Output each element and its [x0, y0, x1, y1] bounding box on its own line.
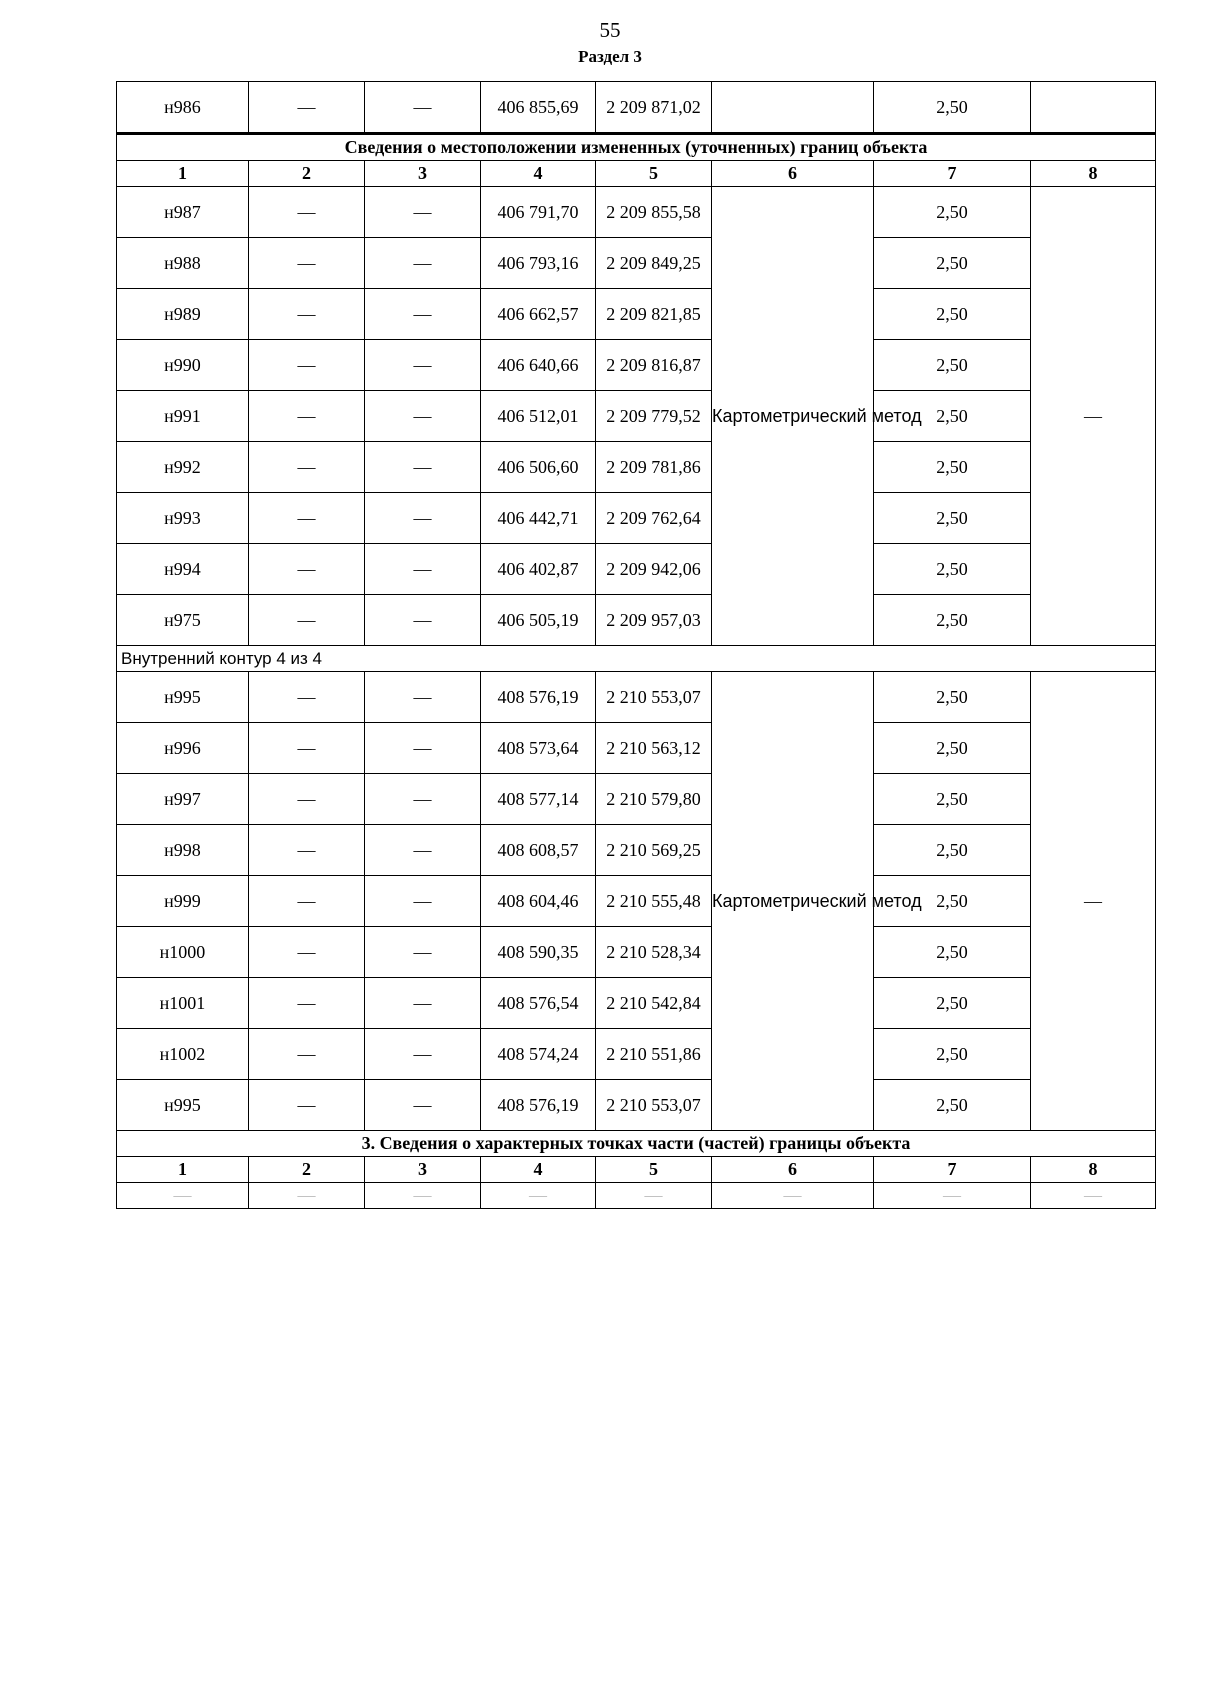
x-cell: 406 506,60: [481, 442, 596, 493]
point-cell: н1002: [117, 1029, 249, 1080]
table-row: [117, 238, 1156, 289]
y-cell: 2 210 555,48: [596, 876, 712, 927]
x-cell: 406 662,57: [481, 289, 596, 340]
table-row: [117, 672, 1156, 723]
col3-cell: —: [365, 493, 481, 544]
column-header-4: 4: [481, 1157, 596, 1183]
column-header-5: 5: [596, 1157, 712, 1183]
accuracy-cell: 2,50: [874, 544, 1031, 595]
x-cell: 406 402,87: [481, 544, 596, 595]
y-cell: 2 210 563,12: [596, 723, 712, 774]
accuracy-cell: 2,50: [874, 723, 1031, 774]
col3-cell: —: [365, 289, 481, 340]
y-cell: 2 210 542,84: [596, 978, 712, 1029]
point-cell: н986: [117, 82, 249, 134]
point-cell: н992: [117, 442, 249, 493]
x-cell: 406 512,01: [481, 391, 596, 442]
col2-cell: —: [249, 289, 365, 340]
accuracy-cell: 2,50: [874, 927, 1031, 978]
table-row: [117, 595, 1156, 646]
method-cell: Картометрический метод: [712, 187, 874, 646]
empty-cell: —: [249, 1183, 365, 1209]
col2-cell: —: [249, 876, 365, 927]
empty-cell: —: [712, 1183, 874, 1209]
empty-cell: —: [117, 1183, 249, 1209]
table-row: [117, 774, 1156, 825]
y-cell: 2 210 551,86: [596, 1029, 712, 1080]
y-cell: 2 209 816,87: [596, 340, 712, 391]
col3-cell: —: [365, 82, 481, 134]
table-row: [117, 187, 1156, 238]
point-cell: н994: [117, 544, 249, 595]
point-cell: н988: [117, 238, 249, 289]
table-row: [117, 391, 1156, 442]
col3-cell: —: [365, 876, 481, 927]
accuracy-cell: 2,50: [874, 978, 1031, 1029]
block1-caption: Сведения о местоположении измененных (уточненных) границ объекта: [117, 134, 1156, 161]
block3-caption-row: [117, 1131, 1156, 1157]
y-cell: 2 210 553,07: [596, 1080, 712, 1131]
column-header-2: 2: [249, 1157, 365, 1183]
col3-cell: —: [365, 672, 481, 723]
col3-cell: —: [365, 927, 481, 978]
y-cell: 2 210 569,25: [596, 825, 712, 876]
x-cell: 408 574,24: [481, 1029, 596, 1080]
x-cell: 406 793,16: [481, 238, 596, 289]
col2-cell: —: [249, 825, 365, 876]
column-header-8: 8: [1031, 161, 1156, 187]
col3-cell: —: [365, 1029, 481, 1080]
table-row-top: [117, 82, 1156, 134]
x-cell: 406 505,19: [481, 595, 596, 646]
col3-cell: —: [365, 544, 481, 595]
col3-cell: —: [365, 340, 481, 391]
y-cell: 2 209 779,52: [596, 391, 712, 442]
contour-label: Внутренний контур 4 из 4: [117, 646, 1156, 672]
col2-cell: —: [249, 978, 365, 1029]
table-row: [117, 1080, 1156, 1131]
x-cell: 408 604,46: [481, 876, 596, 927]
point-cell: н997: [117, 774, 249, 825]
point-cell: н1001: [117, 978, 249, 1029]
col2-cell: —: [249, 493, 365, 544]
accuracy-cell: 2,50: [874, 340, 1031, 391]
point-cell: н1000: [117, 927, 249, 978]
contour-label-row: [117, 646, 1156, 672]
column-header-3: 3: [365, 161, 481, 187]
block3-caption: 3. Сведения о характерных точках части (частей) границы объекта: [117, 1131, 1156, 1157]
x-cell: 408 576,19: [481, 1080, 596, 1131]
accuracy-cell: 2,50: [874, 238, 1031, 289]
y-cell: 2 209 957,03: [596, 595, 712, 646]
col2-cell: —: [249, 927, 365, 978]
method-cell: [712, 82, 874, 134]
point-cell: н990: [117, 340, 249, 391]
column-header-7: 7: [874, 1157, 1031, 1183]
y-cell: 2 210 528,34: [596, 927, 712, 978]
column-header-2: 2: [249, 161, 365, 187]
x-cell: 408 577,14: [481, 774, 596, 825]
page-number: 55: [599, 18, 621, 42]
col2-cell: —: [249, 774, 365, 825]
y-cell: 2 209 821,85: [596, 289, 712, 340]
accuracy-cell: 2,50: [874, 289, 1031, 340]
table-row: [117, 876, 1156, 927]
accuracy-cell: 2,50: [874, 825, 1031, 876]
x-cell: 406 640,66: [481, 340, 596, 391]
col3-cell: —: [365, 187, 481, 238]
y-cell: 2 209 781,86: [596, 442, 712, 493]
column-header-8: 8: [1031, 1157, 1156, 1183]
column-header-1: 1: [117, 161, 249, 187]
method-cell: Картометрический метод: [712, 672, 874, 1131]
y-cell: 2 210 579,80: [596, 774, 712, 825]
x-cell: 408 590,35: [481, 927, 596, 978]
accuracy-cell: 2,50: [874, 82, 1031, 134]
col2-cell: —: [249, 82, 365, 134]
col8-cell: —: [1031, 672, 1156, 1131]
point-cell: н995: [117, 672, 249, 723]
block3-empty-row: [117, 1183, 1156, 1209]
col2-cell: —: [249, 391, 365, 442]
block1-header-row: [117, 161, 1156, 187]
accuracy-cell: 2,50: [874, 876, 1031, 927]
empty-cell: —: [596, 1183, 712, 1209]
point-cell: н993: [117, 493, 249, 544]
empty-cell: —: [481, 1183, 596, 1209]
table-row: [117, 723, 1156, 774]
coordinates-table: [116, 81, 1156, 1209]
point-cell: н999: [117, 876, 249, 927]
section-title: Раздел 3: [578, 47, 642, 66]
x-cell: 408 576,54: [481, 978, 596, 1029]
col3-cell: —: [365, 238, 481, 289]
point-cell: н998: [117, 825, 249, 876]
col2-cell: —: [249, 544, 365, 595]
x-cell: 406 442,71: [481, 493, 596, 544]
point-cell: н996: [117, 723, 249, 774]
point-cell: н995: [117, 1080, 249, 1131]
empty-cell: —: [1031, 1183, 1156, 1209]
y-cell: 2 209 849,25: [596, 238, 712, 289]
col8-cell: —: [1031, 187, 1156, 646]
y-cell: 2 209 871,02: [596, 82, 712, 134]
table-row: [117, 825, 1156, 876]
accuracy-cell: 2,50: [874, 442, 1031, 493]
accuracy-cell: 2,50: [874, 187, 1031, 238]
point-cell: н989: [117, 289, 249, 340]
col2-cell: —: [249, 238, 365, 289]
empty-cell: —: [874, 1183, 1031, 1209]
col8-cell: [1031, 82, 1156, 134]
col2-cell: —: [249, 187, 365, 238]
point-cell: н975: [117, 595, 249, 646]
x-cell: 406 791,70: [481, 187, 596, 238]
col3-cell: —: [365, 723, 481, 774]
col2-cell: —: [249, 340, 365, 391]
accuracy-cell: 2,50: [874, 672, 1031, 723]
table-body: [117, 82, 1156, 1209]
col2-cell: —: [249, 672, 365, 723]
accuracy-cell: 2,50: [874, 774, 1031, 825]
table-row: [117, 289, 1156, 340]
x-cell: 406 855,69: [481, 82, 596, 134]
block3-header-row: [117, 1157, 1156, 1183]
column-header-4: 4: [481, 161, 596, 187]
x-cell: 408 608,57: [481, 825, 596, 876]
col3-cell: —: [365, 442, 481, 493]
column-header-3: 3: [365, 1157, 481, 1183]
col2-cell: —: [249, 442, 365, 493]
column-header-7: 7: [874, 161, 1031, 187]
y-cell: 2 209 942,06: [596, 544, 712, 595]
col3-cell: —: [365, 391, 481, 442]
table-row: [117, 493, 1156, 544]
block1-caption-row: [117, 134, 1156, 161]
y-cell: 2 209 762,64: [596, 493, 712, 544]
accuracy-cell: 2,50: [874, 493, 1031, 544]
col2-cell: —: [249, 723, 365, 774]
x-cell: 408 576,19: [481, 672, 596, 723]
column-header-1: 1: [117, 1157, 249, 1183]
table-row: [117, 978, 1156, 1029]
point-cell: н987: [117, 187, 249, 238]
accuracy-cell: 2,50: [874, 595, 1031, 646]
column-header-6: 6: [712, 1157, 874, 1183]
col3-cell: —: [365, 978, 481, 1029]
col3-cell: —: [365, 1080, 481, 1131]
empty-cell: —: [365, 1183, 481, 1209]
accuracy-cell: 2,50: [874, 391, 1031, 442]
col3-cell: —: [365, 825, 481, 876]
accuracy-cell: 2,50: [874, 1080, 1031, 1131]
table-row: [117, 1029, 1156, 1080]
col2-cell: —: [249, 1080, 365, 1131]
column-header-6: 6: [712, 161, 874, 187]
point-cell: н991: [117, 391, 249, 442]
column-header-5: 5: [596, 161, 712, 187]
col3-cell: —: [365, 774, 481, 825]
x-cell: 408 573,64: [481, 723, 596, 774]
table-row: [117, 442, 1156, 493]
col3-cell: —: [365, 595, 481, 646]
accuracy-cell: 2,50: [874, 1029, 1031, 1080]
col2-cell: —: [249, 595, 365, 646]
table-row: [117, 340, 1156, 391]
table-row: [117, 544, 1156, 595]
y-cell: 2 209 855,58: [596, 187, 712, 238]
col2-cell: —: [249, 1029, 365, 1080]
y-cell: 2 210 553,07: [596, 672, 712, 723]
table-row: [117, 927, 1156, 978]
